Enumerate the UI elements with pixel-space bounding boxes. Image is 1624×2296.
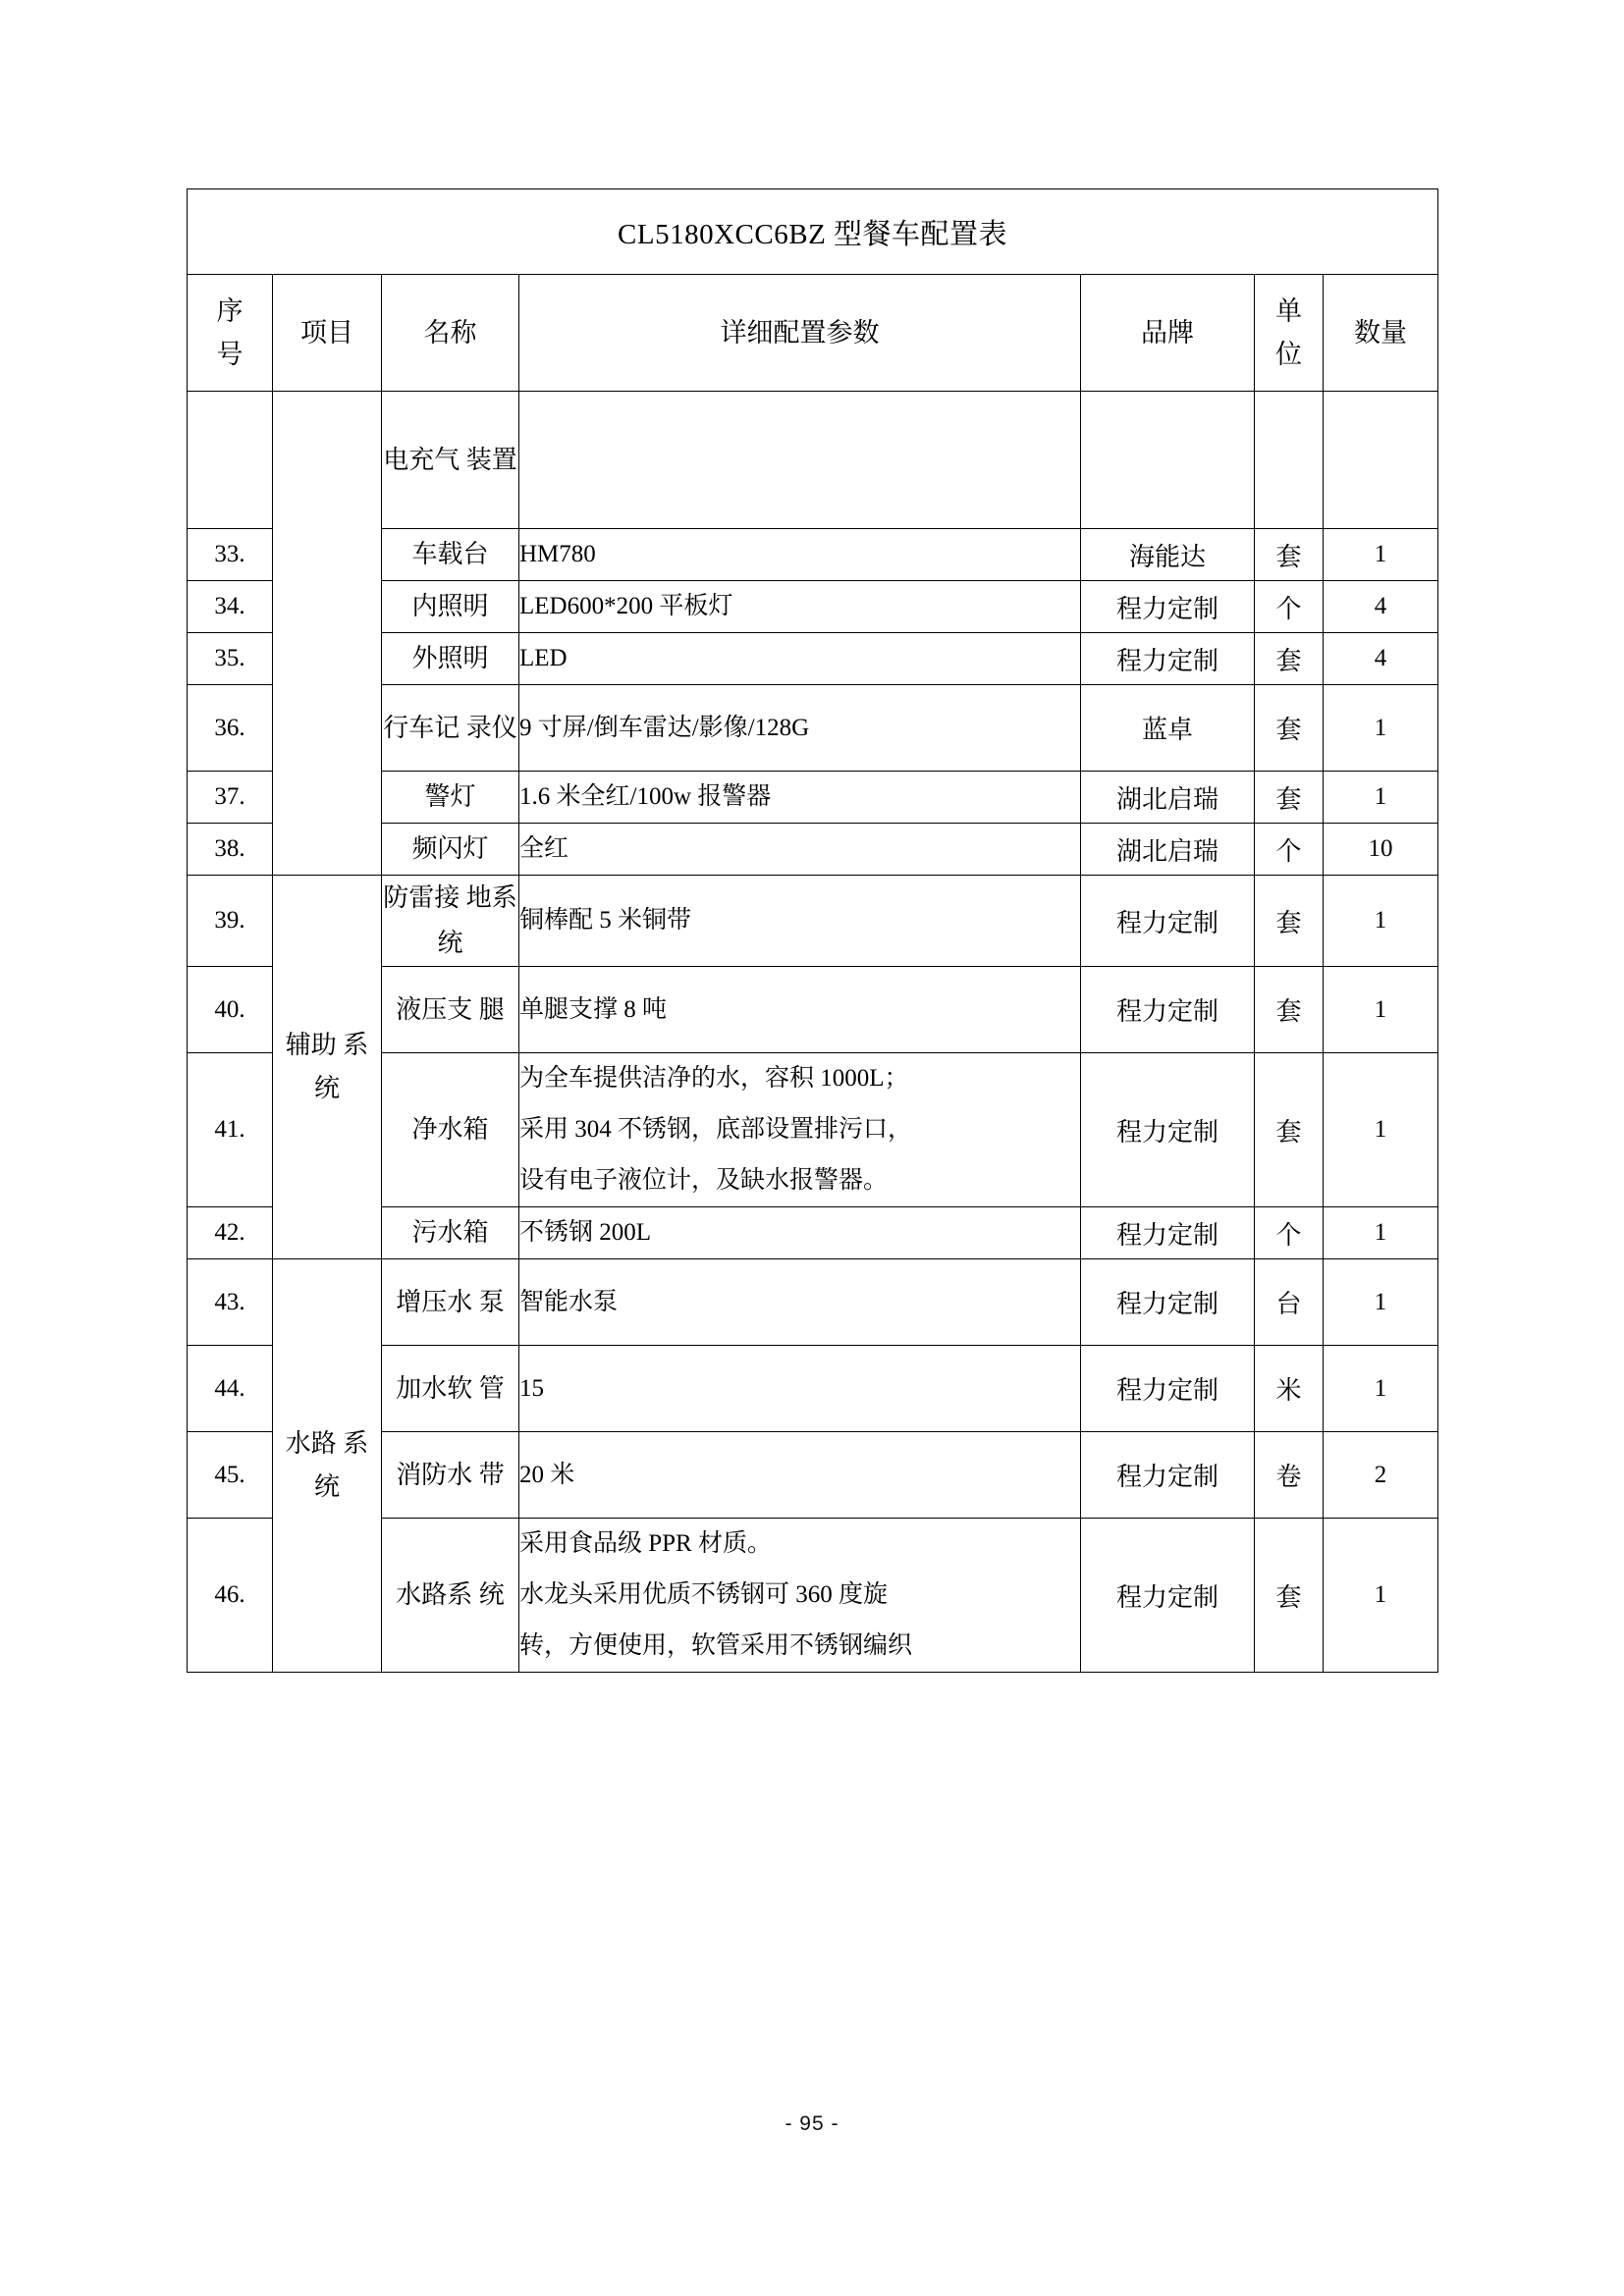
cell-spec: 9 寸屏/倒车雷达/影像/128G — [519, 685, 1081, 772]
column-header-seq-line1: 序 — [216, 296, 244, 326]
cell-spec: HM780 — [519, 529, 1081, 581]
cell-spec-line3: 转，方便使用，软管采用不锈钢编织 — [519, 1632, 913, 1659]
table-title: CL5180XCC6BZ 型餐车配置表 — [188, 189, 1438, 275]
cell-qty: 1 — [1324, 529, 1438, 581]
cell-seq — [188, 392, 273, 529]
cell-unit: 台 — [1255, 1259, 1324, 1346]
cell-seq: 40. — [188, 967, 273, 1053]
group-label-line2: 系统 — [313, 1429, 369, 1501]
cell-name-line2: 腿 — [478, 994, 505, 1024]
cell-name: 频闪灯 — [382, 824, 519, 876]
cell-item-group-water — [273, 1259, 382, 1673]
cell-name — [382, 392, 519, 529]
cell-unit: 套 — [1255, 967, 1324, 1053]
cell-spec: 铜棒配 5 米铜带 — [519, 876, 1081, 967]
cell-brand: 湖北启瑞 — [1081, 824, 1255, 876]
cell-unit: 个 — [1255, 1207, 1324, 1259]
cell-brand: 程力定制 — [1081, 1053, 1255, 1207]
cell-name-line2: 统 — [478, 1580, 505, 1609]
table-header-row — [188, 275, 1438, 392]
cell-brand: 湖北启瑞 — [1081, 772, 1255, 824]
cell-unit: 套 — [1255, 876, 1324, 967]
cell-name: 污水箱 — [382, 1207, 519, 1259]
cell-spec: 不锈钢 200L — [519, 1207, 1081, 1259]
cell-name-line1: 水路系 — [396, 1580, 473, 1609]
cell-seq: 38. — [188, 824, 273, 876]
cell-spec: LED600*200 平板灯 — [519, 581, 1081, 633]
column-header-unit — [1255, 275, 1324, 392]
cell-name-line2: 装置 — [465, 445, 517, 474]
table-row — [188, 392, 1438, 529]
cell-name-line2: 录仪 — [465, 713, 517, 742]
cell-spec — [519, 1519, 1081, 1673]
cell-brand: 海能达 — [1081, 529, 1255, 581]
cell-qty: 1 — [1324, 1519, 1438, 1673]
group-label-line1: 水路 — [285, 1429, 337, 1458]
cell-name-line1: 加水软 — [396, 1373, 473, 1403]
cell-name-line2: 地系统 — [437, 883, 517, 957]
cell-spec — [519, 1053, 1081, 1207]
cell-qty: 1 — [1324, 1207, 1438, 1259]
cell-brand: 程力定制 — [1081, 1432, 1255, 1519]
cell-qty: 1 — [1324, 876, 1438, 967]
cell-name — [382, 1432, 519, 1519]
cell-spec: 全红 — [519, 824, 1081, 876]
cell-qty: 4 — [1324, 581, 1438, 633]
column-header-qty: 数量 — [1324, 275, 1438, 392]
cell-spec: 1.6 米全红/100w 报警器 — [519, 772, 1081, 824]
cell-name — [382, 1519, 519, 1673]
table-title-row — [188, 189, 1438, 275]
cell-spec: 15 — [519, 1346, 1081, 1432]
cell-seq: 46. — [188, 1519, 273, 1673]
column-header-unit-line2: 位 — [1275, 340, 1302, 369]
cell-name-line1: 增压水 — [396, 1287, 473, 1316]
cell-name-line1: 电充气 — [383, 445, 460, 474]
cell-unit: 套 — [1255, 633, 1324, 685]
cell-name — [382, 685, 519, 772]
cell-spec-line3: 设有电子液位计，及缺水报警器。 — [519, 1167, 889, 1194]
page-number: - 95 - — [785, 2112, 839, 2135]
cell-item-group-auxiliary — [273, 876, 382, 1259]
cell-seq: 43. — [188, 1259, 273, 1346]
cell-name-line1: 液压支 — [396, 994, 473, 1024]
cell-unit: 套 — [1255, 1519, 1324, 1673]
group-label-line2: 系统 — [313, 1031, 369, 1102]
cell-qty: 1 — [1324, 685, 1438, 772]
column-header-brand: 品牌 — [1081, 275, 1255, 392]
cell-name-line1: 消防水 — [396, 1460, 473, 1489]
cell-qty: 1 — [1324, 772, 1438, 824]
cell-unit: 个 — [1255, 581, 1324, 633]
cell-unit: 米 — [1255, 1346, 1324, 1432]
cell-seq: 34. — [188, 581, 273, 633]
cell-brand: 程力定制 — [1081, 876, 1255, 967]
cell-qty: 1 — [1324, 1346, 1438, 1432]
column-header-name: 名称 — [382, 275, 519, 392]
cell-name — [382, 1346, 519, 1432]
cell-name: 车载台 — [382, 529, 519, 581]
table-row — [188, 1259, 1438, 1346]
cell-name — [382, 1259, 519, 1346]
cell-spec — [519, 392, 1081, 529]
cell-name-line2: 带 — [478, 1460, 505, 1489]
cell-qty — [1324, 392, 1438, 529]
cell-unit: 套 — [1255, 772, 1324, 824]
cell-name: 内照明 — [382, 581, 519, 633]
cell-qty: 4 — [1324, 633, 1438, 685]
cell-spec-line1: 采用食品级 PPR 材质。 — [519, 1530, 772, 1557]
cell-name: 净水箱 — [382, 1053, 519, 1207]
cell-seq: 42. — [188, 1207, 273, 1259]
cell-seq: 39. — [188, 876, 273, 967]
column-header-unit-line1: 单 — [1275, 296, 1302, 326]
table-row — [188, 876, 1438, 967]
cell-name — [382, 967, 519, 1053]
configuration-table-container — [187, 188, 1437, 1673]
cell-name-line1: 行车记 — [383, 713, 460, 742]
cell-seq: 37. — [188, 772, 273, 824]
cell-spec: LED — [519, 633, 1081, 685]
cell-unit: 套 — [1255, 1053, 1324, 1207]
cell-seq: 41. — [188, 1053, 273, 1207]
column-header-item: 项目 — [273, 275, 382, 392]
cell-unit: 套 — [1255, 685, 1324, 772]
cell-qty: 1 — [1324, 1259, 1438, 1346]
cell-brand: 程力定制 — [1081, 1259, 1255, 1346]
cell-unit — [1255, 392, 1324, 529]
cell-seq: 35. — [188, 633, 273, 685]
cell-seq: 44. — [188, 1346, 273, 1432]
cell-seq: 45. — [188, 1432, 273, 1519]
cell-name-line2: 管 — [478, 1373, 505, 1403]
cell-brand: 程力定制 — [1081, 1519, 1255, 1673]
cell-brand: 程力定制 — [1081, 967, 1255, 1053]
cell-seq: 33. — [188, 529, 273, 581]
cell-name: 警灯 — [382, 772, 519, 824]
cell-spec: 智能水泵 — [519, 1259, 1081, 1346]
cell-qty: 1 — [1324, 1053, 1438, 1207]
configuration-table — [187, 188, 1438, 1673]
cell-item-group-blank — [273, 392, 382, 876]
column-header-spec: 详细配置参数 — [519, 275, 1081, 392]
cell-spec-line1: 为全车提供洁净的水，容积 1000L； — [519, 1065, 909, 1092]
cell-name-line1: 防雷接 — [383, 883, 460, 912]
cell-spec: 20 米 — [519, 1432, 1081, 1519]
cell-unit: 卷 — [1255, 1432, 1324, 1519]
cell-unit: 个 — [1255, 824, 1324, 876]
cell-brand — [1081, 392, 1255, 529]
cell-unit: 套 — [1255, 529, 1324, 581]
cell-spec-line2: 水龙头采用优质不锈钢可 360 度旋 — [519, 1581, 889, 1608]
cell-seq: 36. — [188, 685, 273, 772]
cell-brand: 蓝卓 — [1081, 685, 1255, 772]
cell-brand: 程力定制 — [1081, 1207, 1255, 1259]
cell-qty: 2 — [1324, 1432, 1438, 1519]
column-header-seq — [188, 275, 273, 392]
cell-name: 外照明 — [382, 633, 519, 685]
cell-qty: 10 — [1324, 824, 1438, 876]
group-label-line1: 辅助 — [285, 1031, 337, 1059]
cell-name-line2: 泵 — [478, 1287, 505, 1316]
cell-name — [382, 876, 519, 967]
cell-spec-line2: 采用 304 不锈钢，底部设置排污口， — [519, 1116, 913, 1143]
cell-brand: 程力定制 — [1081, 633, 1255, 685]
column-header-seq-line2: 号 — [216, 340, 244, 369]
cell-brand: 程力定制 — [1081, 581, 1255, 633]
cell-spec: 单腿支撑 8 吨 — [519, 967, 1081, 1053]
cell-brand: 程力定制 — [1081, 1346, 1255, 1432]
cell-qty: 1 — [1324, 967, 1438, 1053]
